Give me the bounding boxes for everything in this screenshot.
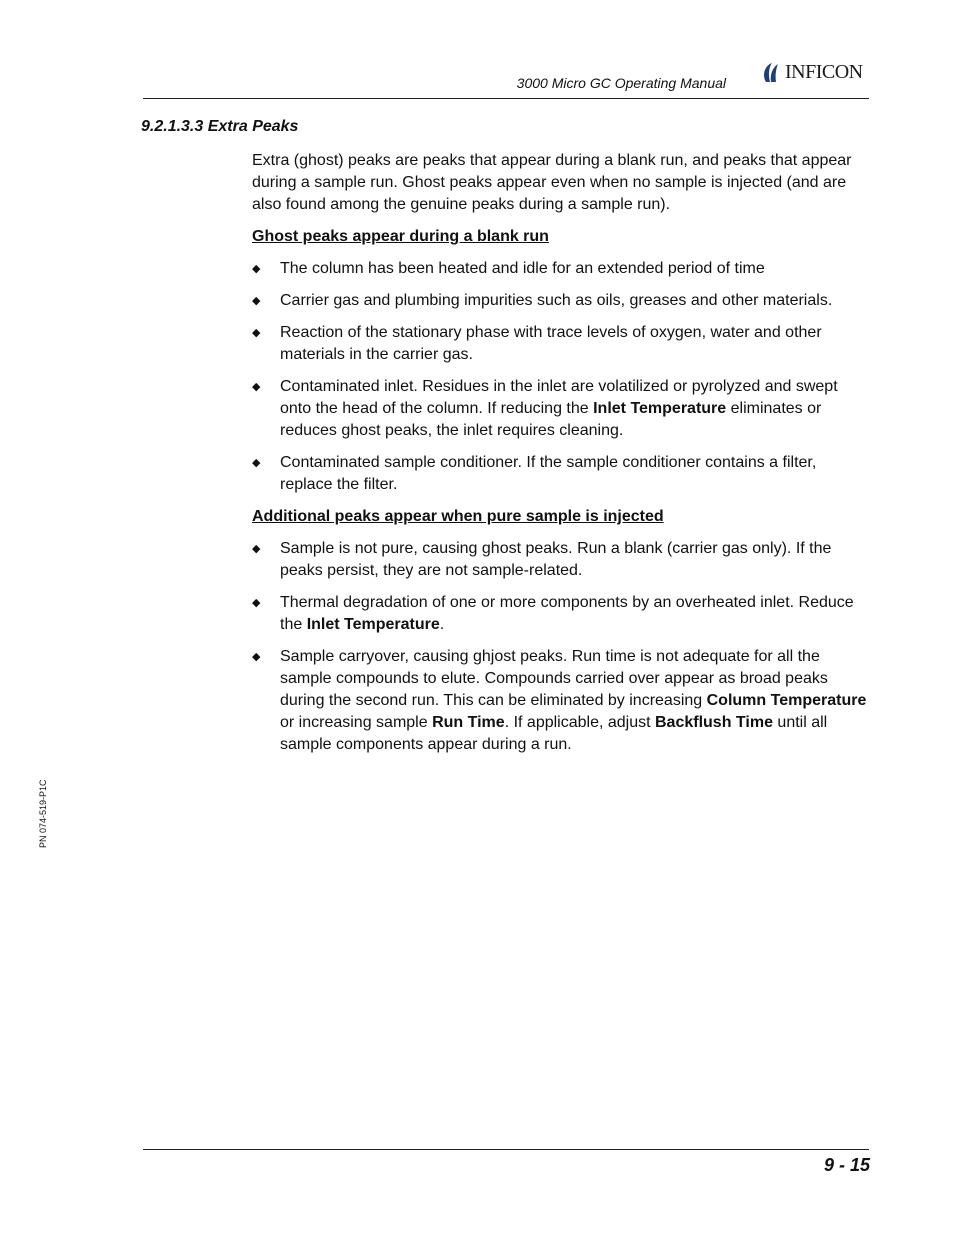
list-item: ◆ The column has been heated and idle for an extended period of time <box>252 258 872 280</box>
footer-rule <box>143 1149 869 1150</box>
part-number: PN 074-519-P1C <box>38 779 48 848</box>
list-item: ◆ Contaminated inlet. Residues in the inlet are volatilized or pyrolyzed and swept onto the head of the column. If reducing the Inlet Temperature eliminates or reduces ghost peaks, the inlet requires cleaning. <box>252 378 838 439</box>
term-inlet-temperature: Inlet Temperature <box>593 400 727 417</box>
bullet-icon: ◆ <box>252 597 261 609</box>
blank-run-list <box>252 258 872 496</box>
bullet-icon: ◆ <box>252 295 261 307</box>
term-inlet-temperature: Inlet Temperature <box>306 616 440 633</box>
list-item: ◆ Reaction of the stationary phase with trace levels of oxygen, water and other materials in the carrier gas. <box>252 324 822 363</box>
term-column-temperature: Column Temperature <box>706 692 867 709</box>
section-heading: 9.2.1.3.3 Extra Peaks <box>141 118 299 135</box>
logo-text: INFICON <box>785 60 863 83</box>
bullet-icon: ◆ <box>252 651 261 663</box>
bullet-icon: ◆ <box>252 327 261 339</box>
subheading-blank-run: Ghost peaks appear during a blank run <box>252 228 549 245</box>
list-item: ◆ Sample carryover, causing ghjost peaks. Run time is not adequate for all the sample compounds to elute. Compounds carried over appear as broad peaks during the second run. This can be eliminated by increasing Column Temperature or increasing sample Run Time. If applicable, adjust Backflush Time until all sample components appear during a run. <box>252 648 867 753</box>
header-rule <box>143 98 869 99</box>
term-backflush-time: Backflush Time <box>655 714 773 731</box>
inficon-logo-icon <box>760 60 782 84</box>
list-item: ◆ Contaminated sample conditioner. If the sample conditioner contains a filter, replace the filter. <box>252 454 817 493</box>
body-text <box>252 150 872 766</box>
bullet-icon: ◆ <box>252 381 261 393</box>
term-run-time: Run Time <box>432 714 505 731</box>
bullet-icon: ◆ <box>252 543 261 555</box>
pure-sample-list <box>252 538 872 756</box>
bullet-icon: ◆ <box>252 457 261 469</box>
list-item: ◆ Thermal degradation of one or more components by an overheated inlet. Reduce the Inlet Temperature. <box>252 594 854 633</box>
running-header: 3000 Micro GC Operating Manual <box>516 75 726 91</box>
list-item: ◆ Sample is not pure, causing ghost peaks. Run a blank (carrier gas only). If the peaks persist, they are not sample-related. <box>252 540 832 579</box>
bullet-icon: ◆ <box>252 263 261 275</box>
page-number: 9 - 15 <box>823 1155 870 1175</box>
brand-logo <box>760 59 863 85</box>
list-item: ◆ Carrier gas and plumbing impurities such as oils, greases and other materials. <box>252 290 872 312</box>
intro-paragraph: Extra (ghost) peaks are peaks that appear during a blank run, and peaks that appear during a sample run. Ghost peaks appear even when no sample is injected (and are also found among the genuine peaks during a sample run). <box>252 152 852 213</box>
subheading-pure-sample: Additional peaks appear when pure sample is injected <box>252 508 664 525</box>
